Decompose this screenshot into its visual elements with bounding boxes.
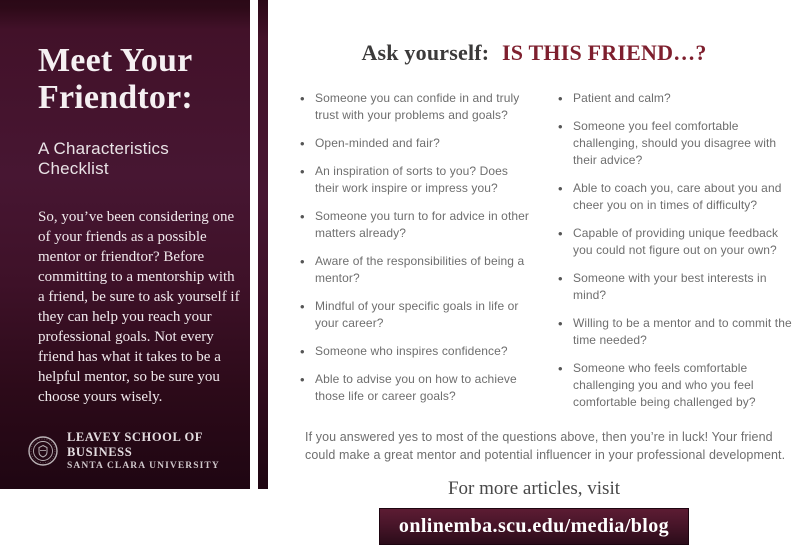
intro-paragraph: So, you’ve been considering one of your friends as a possible mentor or friendtor? Before committing to a mentorship with a friend, be sure to ask yourself if they can help you reach your professional goals. Not every friend has what it takes to be a helpful mentor, so be sure you choose yours wisely. <box>38 208 240 405</box>
checklist-item: • Aware of the responsibilities of being a mentor? <box>298 253 534 287</box>
school-logo <box>28 430 250 471</box>
checklist-item: • Someone with your best interests in mind? <box>556 270 792 304</box>
divider-white-stripe <box>250 0 258 489</box>
heading-prefix: Ask yourself: <box>361 40 490 65</box>
left-panel <box>0 0 250 489</box>
divider-maroon-stripe <box>258 0 268 489</box>
section-heading <box>268 40 800 66</box>
checklist-left-column <box>298 90 534 422</box>
checklist-item: • Someone who inspires confidence? <box>298 343 534 360</box>
checklist-columns <box>268 90 800 422</box>
logo-university-name: SANTA CLARA UNIVERSITY <box>67 461 220 471</box>
university-seal-icon <box>28 436 58 466</box>
checklist-item: • Willing to be a mentor and to commit the time needed? <box>556 315 792 349</box>
checklist-item: • Someone you turn to for advice in other matters already? <box>298 208 534 242</box>
checklist-item: • Someone who feels comfortable challenging you and who you feel comfortable being challenged by? <box>556 360 792 411</box>
checklist-item: • Someone you feel comfortable challenging, should you disagree with their advice? <box>556 118 792 169</box>
checklist-item: • Capable of providing unique feedback you could not figure out on your own? <box>556 225 792 259</box>
checklist-right-column <box>556 90 792 422</box>
cta-label: For more articles, visit <box>447 478 621 499</box>
main-content <box>268 0 800 537</box>
checklist-item: • An inspiration of sorts to you? Does their work inspire or impress you? <box>298 163 534 197</box>
conclusion-text: If you answered yes to most of the questions above, then you’re in luck! Your friend could make a great mentor and potential influencer in your professional development. <box>305 430 786 462</box>
page-title: Meet Your Friendtor: <box>38 42 193 117</box>
checklist-item: • Able to coach you, care about you and cheer you on in times of difficulty? <box>556 180 792 214</box>
logo-text <box>67 430 250 471</box>
checklist-item: • Mindful of your specific goals in life or your career? <box>298 298 534 332</box>
blog-url-link[interactable]: onlinemba.scu.edu/media/blog <box>379 508 689 545</box>
checklist-item: • Open-minded and fair? <box>298 135 534 152</box>
heading-highlight: IS THIS FRIEND…? <box>502 40 707 65</box>
checklist-item: • Able to advise you on how to achieve those life or career goals? <box>298 371 534 405</box>
logo-school-name: LEAVEY SCHOOL OF BUSINESS <box>67 430 203 459</box>
checklist-item: • Patient and calm? <box>556 90 792 107</box>
checklist-item: • Someone you can confide in and truly trust with your problems and goals? <box>298 90 534 124</box>
page-subtitle: A Characteristics Checklist <box>38 138 169 178</box>
